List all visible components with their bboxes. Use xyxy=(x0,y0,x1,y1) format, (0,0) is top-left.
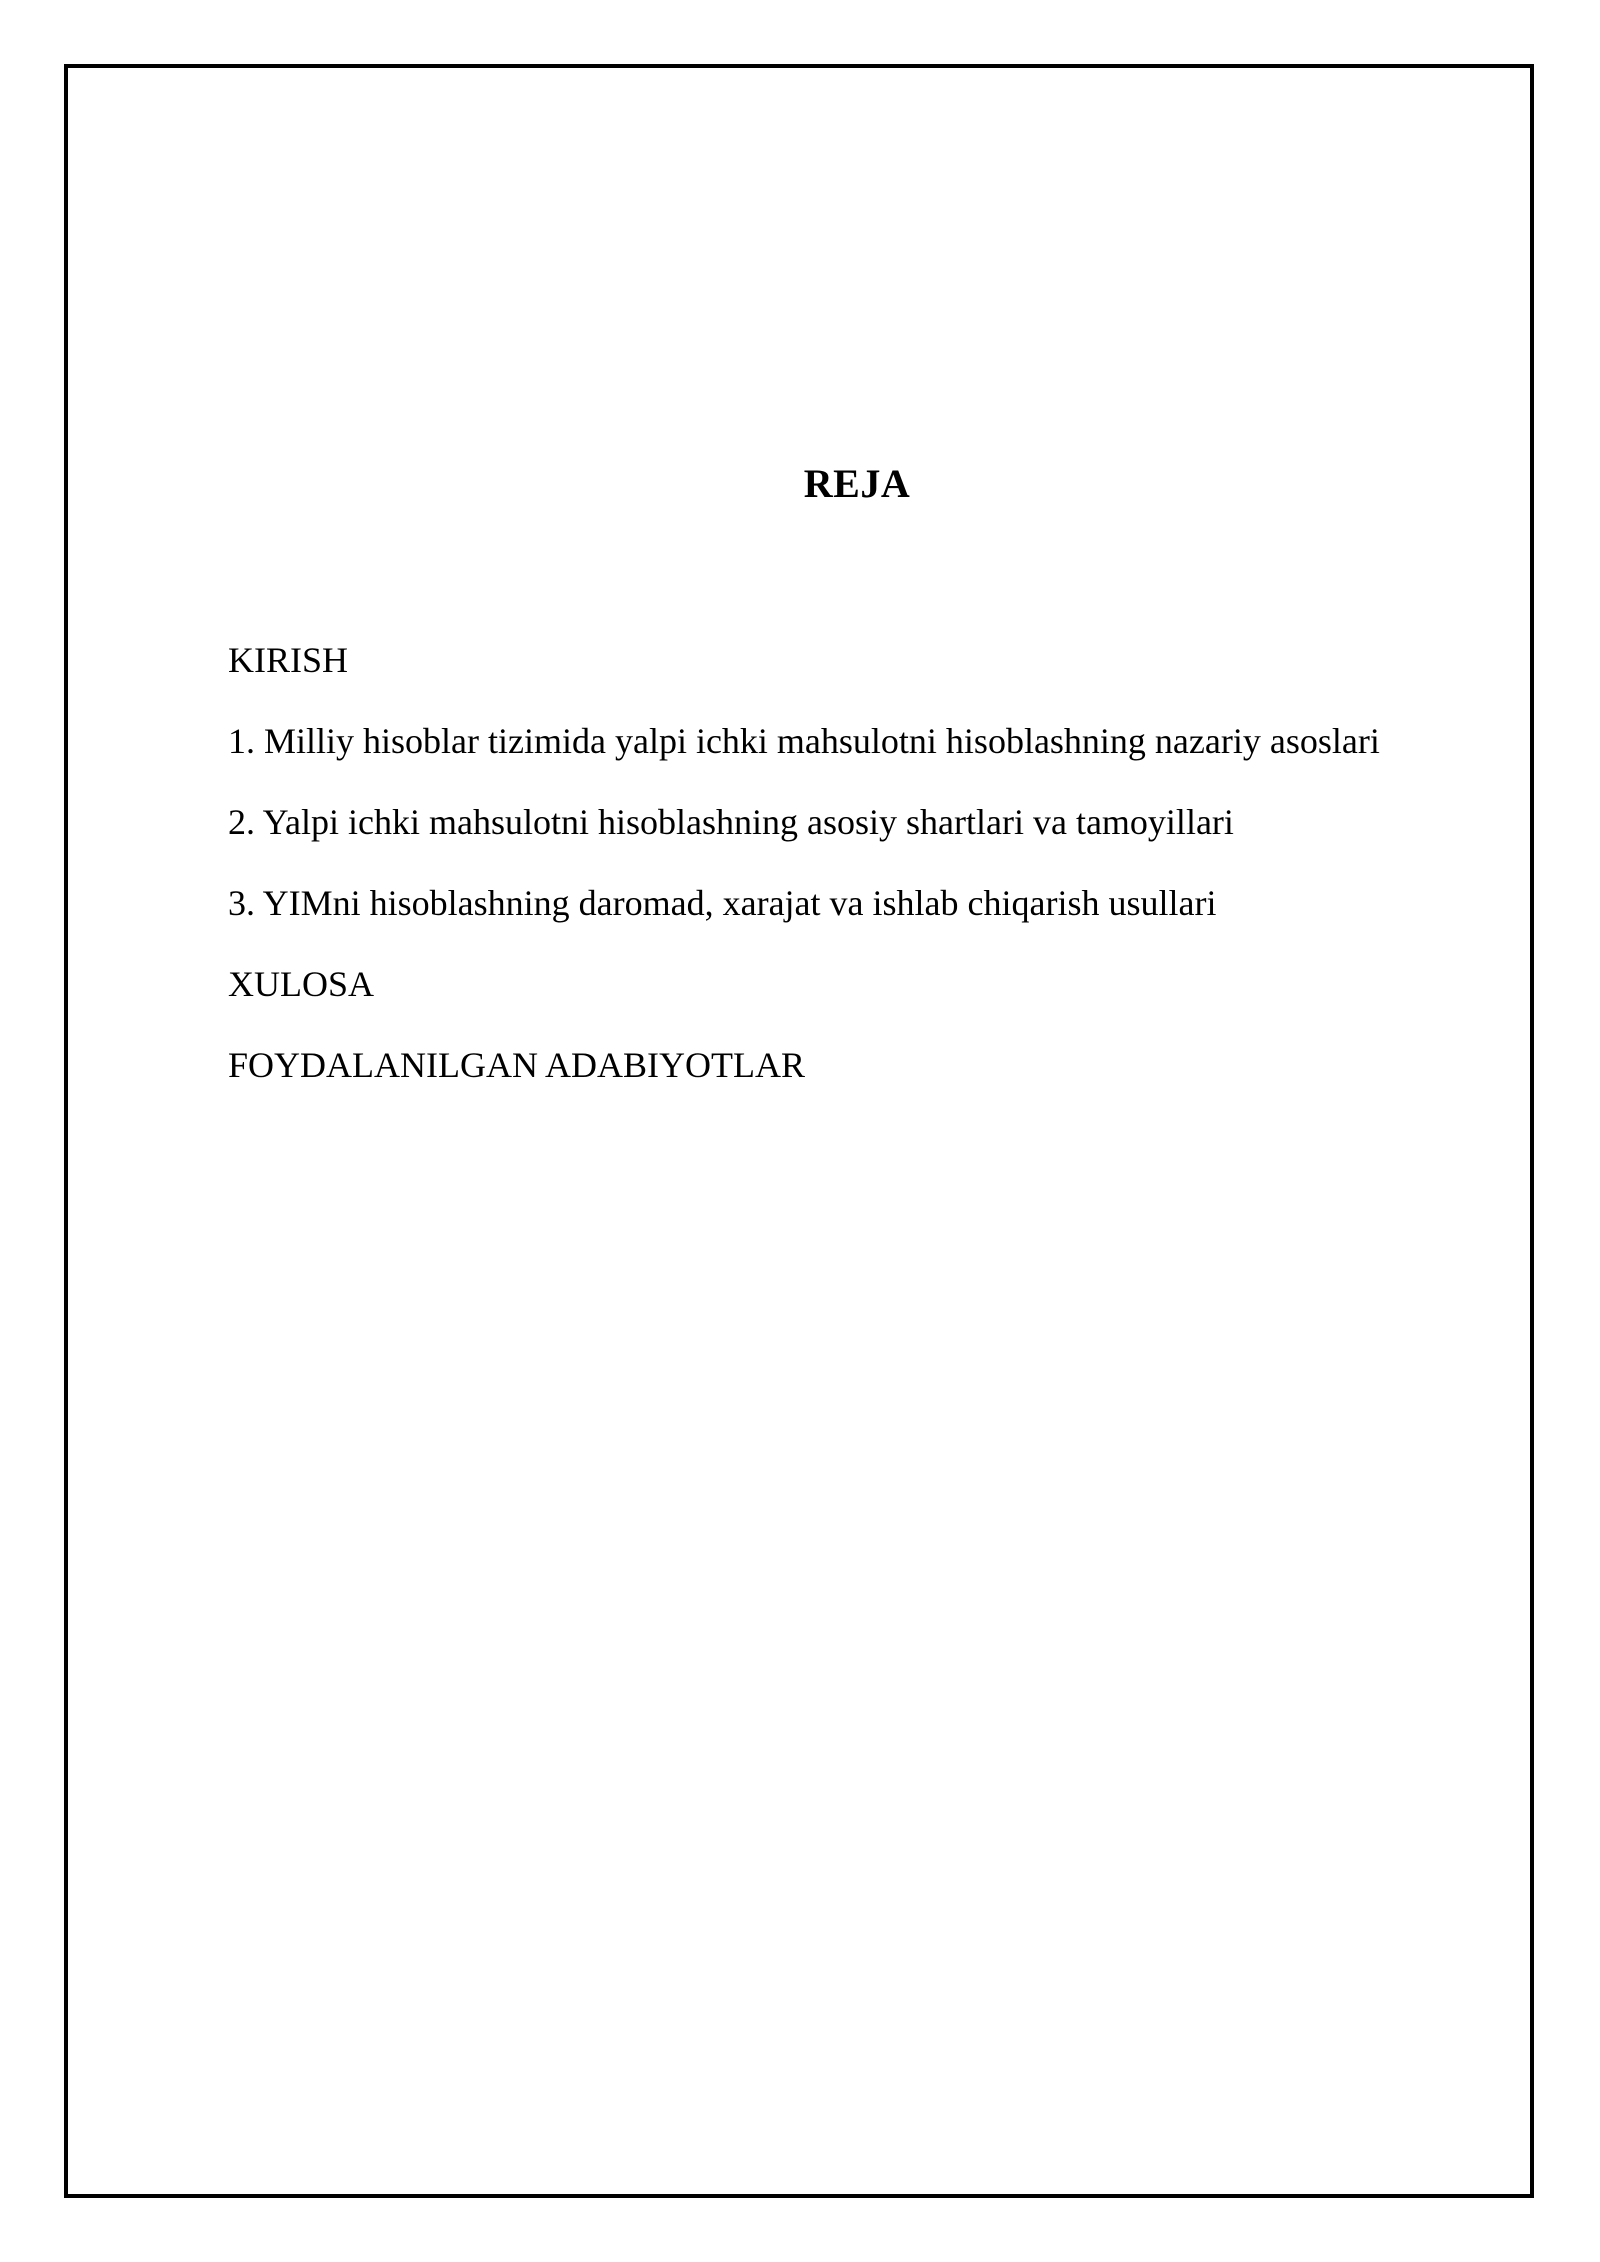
plan-item-chapter-2: 2. Yalpi ichki mahsulotni hisoblashning asosiy shartlari va tamoyillari xyxy=(228,802,1234,842)
page-border xyxy=(64,64,1534,2198)
plan-item-chapter-1: 1. Milliy hisoblar tizimida yalpi ichki mahsulotni hisoblashning nazariy asoslari xyxy=(228,721,1380,761)
plan-item-introduction: KIRISH xyxy=(228,640,349,680)
plan-item-conclusion: XULOSA xyxy=(228,964,375,1004)
plan-item-references: FOYDALANILGAN ADABIYOTLAR xyxy=(228,1045,805,1085)
plan-list xyxy=(228,636,1528,1122)
page-title: REJA xyxy=(803,461,911,506)
plan-item-chapter-3: 3. YIMni hisoblashning daromad, xarajat va ishlab chiqarish usullari xyxy=(228,883,1217,923)
